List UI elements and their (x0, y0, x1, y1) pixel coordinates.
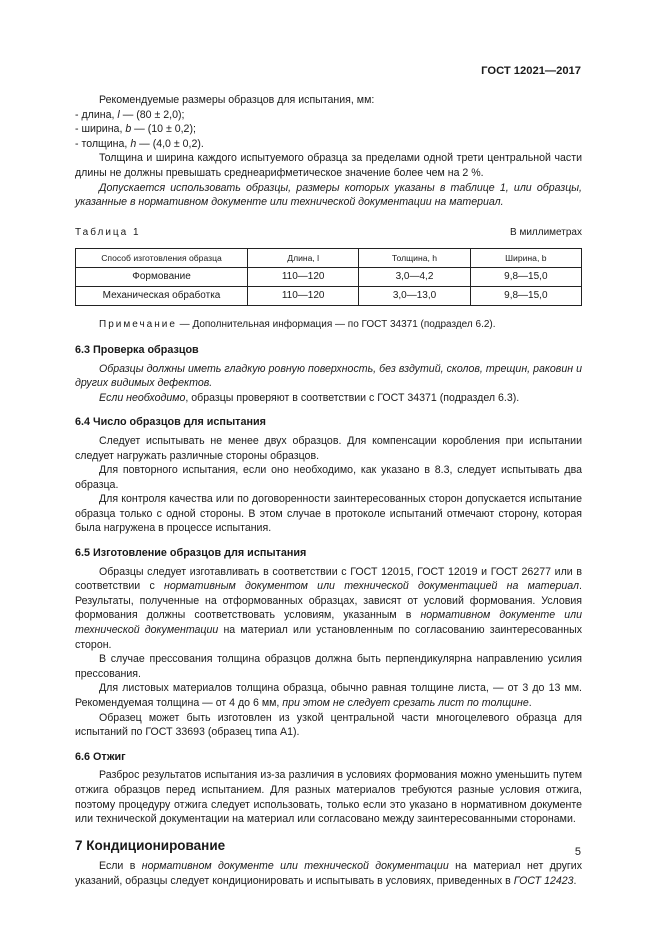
table-cell: 3,0—13,0 (359, 287, 470, 306)
column-header: Способ изготовления образца (76, 249, 248, 268)
section-heading-7: 7 Кондиционирование (75, 837, 226, 853)
paragraph: Если необходимо, образцы проверяют в соответствии с ГОСТ 34371 (подраздел 6.3). (99, 391, 520, 404)
paragraph: Допускается использовать образцы, размеры которых указаны в таблице 1, или образцы, указанные в нормативном документе или технической документации на материал. (75, 181, 582, 209)
section-heading-6-6: 6.6 Отжиг (75, 750, 126, 763)
list-item: - толщина, h — (4,0 ± 0,2). (75, 137, 204, 150)
table-row (76, 268, 582, 287)
table-note: Примечание — Дополнительная информация — по ГОСТ 34371 (подраздел 6.2). (99, 319, 496, 331)
column-header: Ширина, b (470, 249, 581, 268)
table-units: В миллиметрах (510, 226, 582, 238)
table-title: Таблица 1 (75, 226, 141, 238)
document-code: ГОСТ 12021—2017 (481, 65, 581, 77)
list-item: - длина, l — (80 ± 2,0); (75, 108, 185, 121)
paragraph: Образцы следует изготавливать в соответствии с ГОСТ 12015, ГОСТ 12019 и ГОСТ 26277 или в соответствии с нормативным документом или технической документацией на материал. Результаты, полученные на отформованных образцах, зависят от условий формования. Условия формования должны соответствовать условиям, указанным в нормативном документе или технической документации на материал или установленным по согласованию заинтересованных сторон. (75, 565, 582, 651)
section-heading-6-4: 6.4 Число образцов для испытания (75, 416, 266, 429)
section-heading-6-3: 6.3 Проверка образцов (75, 343, 199, 356)
column-header: Толщина, h (359, 249, 470, 268)
paragraph: В случае прессования толщина образцов должна быть перпендикулярна направлению усилия прессования. (75, 653, 582, 680)
section-heading-6-5: 6.5 Изготовление образцов для испытания (75, 547, 307, 560)
paragraph: Для контроля качества или по договоренности заинтересованных сторон допускается испытание образца только с одной стороны. В этом случае в протоколе испытаний отмечают сторону, которая была нагружена в процессе испытания. (75, 493, 582, 535)
table-header-row (76, 249, 582, 268)
paragraph: Для повторного испытания, если оно необходимо, как указано в 8.3, следует испытывать два образца. (75, 464, 582, 491)
table-caption (75, 226, 582, 241)
table-cell: 110—120 (248, 287, 359, 306)
page-body (75, 93, 582, 889)
table-cell: 110—120 (248, 268, 359, 287)
table-cell: 3,0—4,2 (359, 268, 470, 287)
paragraph: Образец может быть изготовлен из узкой центральной части многоцелевого образца для испытаний по ГОСТ 33693 (образец типа А1). (75, 711, 582, 739)
paragraph: Следует испытывать не менее двух образцов. Для компенсации коробления при испытании следует нагружать различные стороны образцов. (75, 434, 582, 462)
paragraph: Образцы должны иметь гладкую ровную поверхность, без вздутий, сколов, трещин, раковин и других видимых дефектов. (75, 362, 582, 390)
table-cell: 9,8—15,0 (470, 287, 581, 306)
table-cell: Формование (76, 268, 248, 287)
list-item: - ширина, b — (10 ± 0,2); (75, 123, 196, 136)
table-row (76, 287, 582, 306)
paragraph: Для листовых материалов толщина образца, обычно равная толщине листа, — от 3 до 13 мм. Рекомендуемая толщина — от 4 до 6 мм, при этом не следует срезать лист по толщине. (75, 682, 582, 709)
table-cell: 9,8—15,0 (470, 268, 581, 287)
paragraph: Если в нормативном документе или технической документации на материал нет других указаний, образцы следует кондиционировать и испытывать в условиях, приведенных в ГОСТ 12423. (75, 860, 582, 887)
page-number: 5 (574, 846, 581, 858)
dimensions-table (75, 248, 582, 306)
table-cell: Механическая обработка (76, 287, 248, 306)
column-header: Длина, l (248, 249, 359, 268)
paragraph: Рекомендуемые размеры образцов для испытания, мм: (99, 94, 375, 106)
paragraph: Разброс результатов испытания из-за различия в условиях формования можно уменьшить путем отжига образцов перед испытанием. Для разных материалов требуются разные условия отжига, поэтому процедуру отжига следует использовать, только если это указано в нормативном документе или технической документации на материал или согласовано между заинтересованными сторонами. (75, 769, 582, 826)
paragraph: Толщина и ширина каждого испытуемого образца за пределами одной трети центральной части длины не должны превышать среднеарифметическое значение более чем на 2 %. (75, 152, 582, 179)
